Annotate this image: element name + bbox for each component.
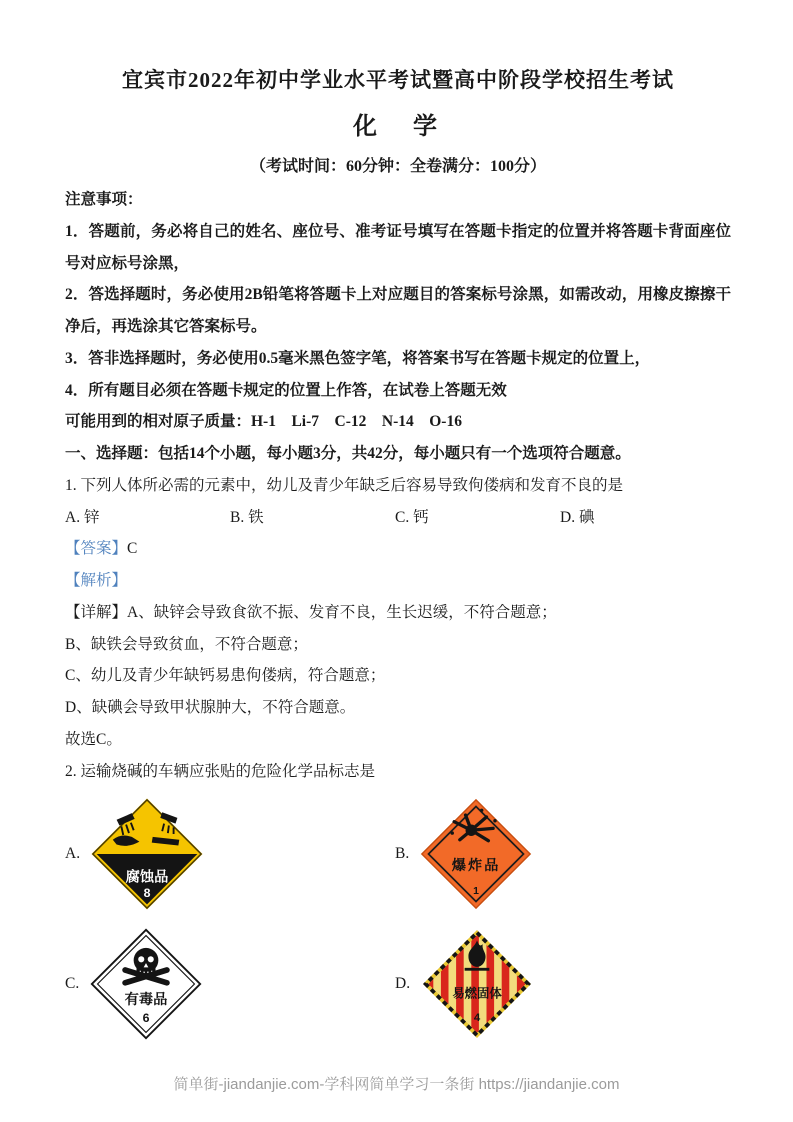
flammable-solid-class-number: 4 [473,1011,481,1024]
q1-option-d [560,502,725,534]
q1-option-c-text: 钙 [413,508,429,526]
notice-item-1: 1．答题前，务必将自己的姓名、座位号、准考证号填写在答题卡指定的位置并将答题卡背面座位号对应标号涂黑， [65,222,731,272]
page-title: 宜宾市2022年初中学业水平考试暨高中阶段学校招生考试 [122,68,674,92]
q1-option-d-label: D. [560,508,576,526]
q1-option-c-label: C. [395,508,410,526]
corrosive-class-number: 8 [143,885,151,900]
q1-option-b-text: 铁 [248,508,264,526]
explosive-class-number: 1 [473,885,480,897]
analysis-line [65,565,731,597]
footer-watermark: 简单街-jiandanjie.com-学科网简单学习一条街 https://jiandanjie.com [173,1076,620,1093]
explosive-hazard-icon [419,797,533,911]
corrosive-label: 腐蚀品 [125,869,169,886]
atomic-masses-line: 可能用到的相对原子质量：H-1 Li-7 C-12 N-14 O-16 [65,413,462,431]
q1-option-c [395,502,560,534]
notice-item-4: 4．所有题目必须在答题卡规定的位置上作答，在试卷上答题无效 [65,381,507,399]
q1-option-b [230,502,395,534]
toxic-label: 有毒品 [124,991,168,1008]
answer-line [65,533,731,565]
q2-option-d [395,922,731,1046]
detail-line-3: C、幼儿及青少年缺钙易患佝偻病，符合题意； [65,667,386,685]
question-2-text: 2. 运输烧碱的车辆应张贴的危险化学品标志是 [65,762,376,780]
answer-value: C [127,540,138,558]
q2-option-b [395,792,731,916]
toxic-class-number: 6 [142,1010,150,1025]
detail-line-2: B、缺铁会导致贫血，不符合题意； [65,635,308,653]
detail-line-1: 【详解】A、缺锌会导致食欲不振、发育不良，生长迟缓，不符合题意； [65,603,557,621]
q1-option-b-label: B. [230,508,245,526]
conclusion-line: 故选C。 [65,731,122,749]
q1-option-a-text: 锌 [83,508,100,526]
flammable-solid-label: 易燃固体 [452,985,502,1000]
notice-heading: 注意事项： [65,191,143,208]
flammable-solid-hazard-icon [420,927,534,1041]
notice-item-3: 3．答非选择题时，务必使用0.5毫米黑色签字笔，将答案书写在答题卡规定的位置上， [65,349,651,367]
corrosive-hazard-icon [90,797,204,911]
q1-option-a-label: A. [65,508,81,526]
q2-option-a [65,792,395,916]
q2-option-d-label: D. [395,974,411,992]
q2-option-c [65,922,395,1046]
q2-option-a-label: A. [65,844,81,862]
exam-info: （考试时间：60分钟：全卷满分：100分） [249,158,546,175]
detail-line-4: D、缺碘会导致甲状腺肿大，不符合题意。 [65,699,356,717]
question-2-options [65,792,731,1046]
explosive-label: 爆炸品 [451,857,501,874]
subject-title: 化 学 [353,114,443,140]
q1-option-a [65,502,230,534]
analysis-label: 【解析】 [65,572,128,590]
toxic-hazard-icon [89,927,203,1041]
q1-option-d-text: 碘 [578,508,595,526]
q2-option-b-label: B. [395,844,410,862]
q2-option-c-label: C. [65,974,80,992]
question-1-options [65,502,731,534]
answer-label: 【答案】 [65,540,128,558]
question-1-text: 1. 下列人体所必需的元素中，幼儿及青少年缺乏后容易导致佝偻病和发育不良的是 [65,476,624,494]
section-heading: 一、选择题：包括14个小题，每小题3分，共42分，每小题只有一个选项符合题意。 [65,445,631,463]
notice-item-2: 2．答选择题时，务必使用2B铅笔将答题卡上对应题目的答案标号涂黑，如需改动，用橡皮擦擦干净后，再选涂其它答案标号。 [65,286,731,336]
